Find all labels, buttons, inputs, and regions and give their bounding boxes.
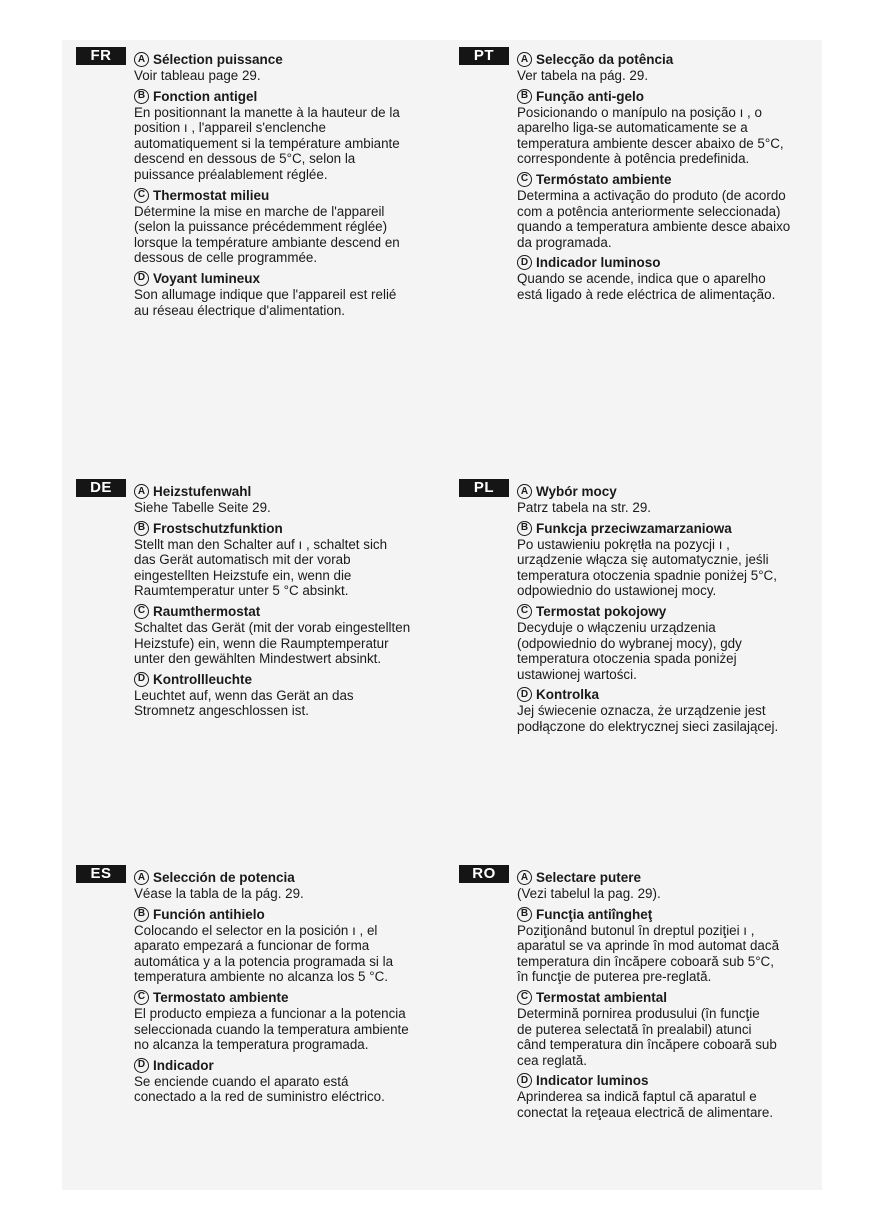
item-text: Quando se acende, indica que o aparelho está ligado à rede eléctrica de alimentação. (517, 271, 776, 302)
item-title: Raumthermostat (153, 603, 261, 619)
item-title: Frostschutzfunktion (153, 520, 283, 536)
item-b (134, 520, 454, 599)
circled-letter-badge: B (517, 521, 532, 536)
item-d (517, 1072, 837, 1120)
item-d (134, 671, 454, 719)
item-b (134, 906, 454, 985)
item-title: Thermostat milieu (153, 187, 270, 203)
circled-letter-badge: B (134, 521, 149, 536)
item-c (517, 603, 837, 682)
item-text: Détermine la mise en marche de l'appareil (selon la puissance précédemment réglée) lorsque la température ambiante descend en dessous de celle programmée. (134, 203, 400, 266)
item-text: Schaltet das Gerät (mit der vorab eingestellten Heizstufe) ein, wenn die Raumptemperatur unter den gewählten Mindestwert absinkt. (134, 619, 411, 667)
item-text: Colocando el selector en la posición ı , el aparato empezará a funcionar de forma automática y a la potencia programada si la temperatura ambiente no alcanza los 5 °C. (134, 922, 394, 985)
item-text: En positionnant la manette à la hauteur de la position ı , l'appareil s'enclenche automatiquement si la température ambiante descend en dessous de 5°C, selon la puissance préalablement réglée. (134, 104, 400, 182)
item-c (134, 989, 454, 1053)
circled-letter-badge: B (134, 89, 149, 104)
item-title: Selección de potencia (153, 870, 295, 885)
item-b (517, 520, 837, 599)
item-title: Voyant lumineux (153, 270, 261, 286)
item-text: Decyduje o włączeniu urządzenia (odpowiednio do wybranej mocy), gdy temperatura otoczenia spada poniżej ustawionej wartości. (517, 619, 742, 682)
item-b (134, 88, 454, 183)
item-title: Indicador luminoso (536, 255, 661, 271)
item-c (134, 187, 454, 266)
language-tag: RO (459, 865, 509, 883)
item-title: Funkcja przeciwzamarzaniowa (536, 520, 732, 536)
item-text: Posicionando o manípulo na posição ı , o aparelho liga-se automaticamente se a temperatura ambiente descer abaixo de 5°C, correspondente à potência predefinida. (517, 104, 784, 167)
circled-letter-badge: D (517, 687, 532, 702)
item-title: Wybór mocy (536, 484, 617, 499)
item-title: Selecção da potência (536, 52, 674, 67)
item-list (517, 483, 837, 739)
item-title: Fonction antigel (153, 88, 258, 104)
item-text: Determină pornirea produsului (în funcţie de puterea selectată în prealabil) atunci când temperatura din încăpere coboară sub cea reglată. (517, 1005, 777, 1068)
item-title: Termostato ambiente (153, 989, 289, 1005)
item-d (134, 1057, 454, 1105)
item-d (134, 270, 454, 318)
circled-letter-badge: A (517, 484, 532, 499)
item-list (134, 51, 454, 322)
item-b (517, 88, 837, 167)
item-text: Stellt man den Schalter auf ı , schaltet sich das Gerät automatisch mit der vorab eingestellten Heizstufe ein, wenn die Raumtemperatur unter 5 °C absinkt. (134, 536, 388, 599)
item-title: Termostat ambiental (536, 989, 668, 1005)
item-title: Função anti-gelo (536, 88, 644, 104)
item-title: Indicator luminos (536, 1073, 649, 1089)
item-list (134, 869, 454, 1109)
circled-letter-badge: D (517, 1073, 532, 1088)
language-tag: DE (76, 479, 126, 497)
circled-letter-badge: C (517, 604, 532, 619)
item-list (134, 483, 454, 723)
circled-letter-badge: B (134, 907, 149, 922)
circled-letter-badge: C (517, 990, 532, 1005)
item-c (134, 603, 454, 667)
circled-letter-badge: C (134, 990, 149, 1005)
item-title: Funcţia antiîngheţ (536, 906, 653, 922)
item-text: Aprinderea sa indică faptul că aparatul e conectat la reţeaua electrică de alimentare. (517, 1089, 774, 1120)
language-tag: FR (76, 47, 126, 65)
item-a (134, 51, 454, 84)
circled-letter-badge: D (517, 255, 532, 270)
item-a (134, 483, 454, 516)
circled-letter-badge: C (134, 604, 149, 619)
circled-letter-badge: A (134, 52, 149, 67)
item-text: Ver tabela na pág. 29. (517, 68, 649, 83)
circled-letter-badge: A (517, 52, 532, 67)
circled-letter-badge: C (134, 188, 149, 203)
item-text: Véase la tabla de la pág. 29. (134, 886, 304, 901)
language-tag: PL (459, 479, 509, 497)
item-b (517, 906, 837, 985)
item-title: Heizstufenwahl (153, 484, 252, 499)
circled-letter-badge: D (134, 672, 149, 687)
item-title: Selectare putere (536, 870, 642, 885)
item-a (517, 483, 837, 516)
circled-letter-badge: A (517, 870, 532, 885)
item-d (517, 686, 837, 734)
circled-letter-badge: C (517, 172, 532, 187)
item-text: Patrz tabela na str. 29. (517, 500, 651, 515)
item-a (517, 51, 837, 84)
circled-letter-badge: D (134, 1058, 149, 1073)
item-text: Se enciende cuando el aparato está conectado a la red de suministro eléctrico. (134, 1073, 385, 1105)
item-title: Sélection puissance (153, 52, 283, 67)
circled-letter-badge: B (517, 907, 532, 922)
item-c (517, 989, 837, 1068)
language-tag: PT (459, 47, 509, 65)
item-title: Indicador (153, 1057, 214, 1073)
item-title: Kontrolka (536, 687, 600, 703)
item-text: Son allumage indique que l'appareil est relié au réseau électrique d'alimentation. (134, 286, 397, 318)
item-c (517, 171, 837, 250)
language-tag: ES (76, 865, 126, 883)
item-list (517, 51, 837, 307)
item-text: Determina a activação do produto (de acordo com a potência anteriormente seleccionada) quando a temperatura ambiente desce abaixo da programada. (517, 187, 791, 250)
circled-letter-badge: A (134, 484, 149, 499)
item-text: Jej świecenie oznacza, że urządzenie jest podłączone do elektrycznej sieci zasilającej. (517, 703, 779, 734)
item-title: Kontrollleuchte (153, 671, 253, 687)
item-a (134, 869, 454, 902)
item-title: Función antihielo (153, 906, 265, 922)
item-text: Leuchtet auf, wenn das Gerät an das Stromnetz angeschlossen ist. (134, 687, 354, 719)
circled-letter-badge: D (134, 271, 149, 286)
item-title: Termostat pokojowy (536, 603, 667, 619)
circled-letter-badge: B (517, 89, 532, 104)
item-d (517, 254, 837, 302)
circled-letter-badge: A (134, 870, 149, 885)
item-a (517, 869, 837, 902)
item-text: Siehe Tabelle Seite 29. (134, 500, 271, 515)
item-text: Voir tableau page 29. (134, 68, 261, 83)
item-text: Po ustawieniu pokrętła na pozycji ı , urządzenie włącza się automatycznie, jeśli temperatura otoczenia spadnie poniżej 5°C, odpowiednio do ustawionej mocy. (517, 536, 777, 599)
item-text: (Vezi tabelul la pag. 29). (517, 886, 661, 901)
item-list (517, 869, 837, 1125)
item-text: Poziţionând butonul în dreptul poziţiei ı , aparatul se va aprinde în mod automat dacă temperatura din încăpere coboară sub 5°C, în funcţie de puterea pre-reglată. (517, 922, 780, 985)
item-text: El producto empieza a funcionar a la potencia seleccionada cuando la temperatura ambiente no alcanza la temperatura programada. (134, 1005, 409, 1053)
item-title: Termóstato ambiente (536, 171, 672, 187)
